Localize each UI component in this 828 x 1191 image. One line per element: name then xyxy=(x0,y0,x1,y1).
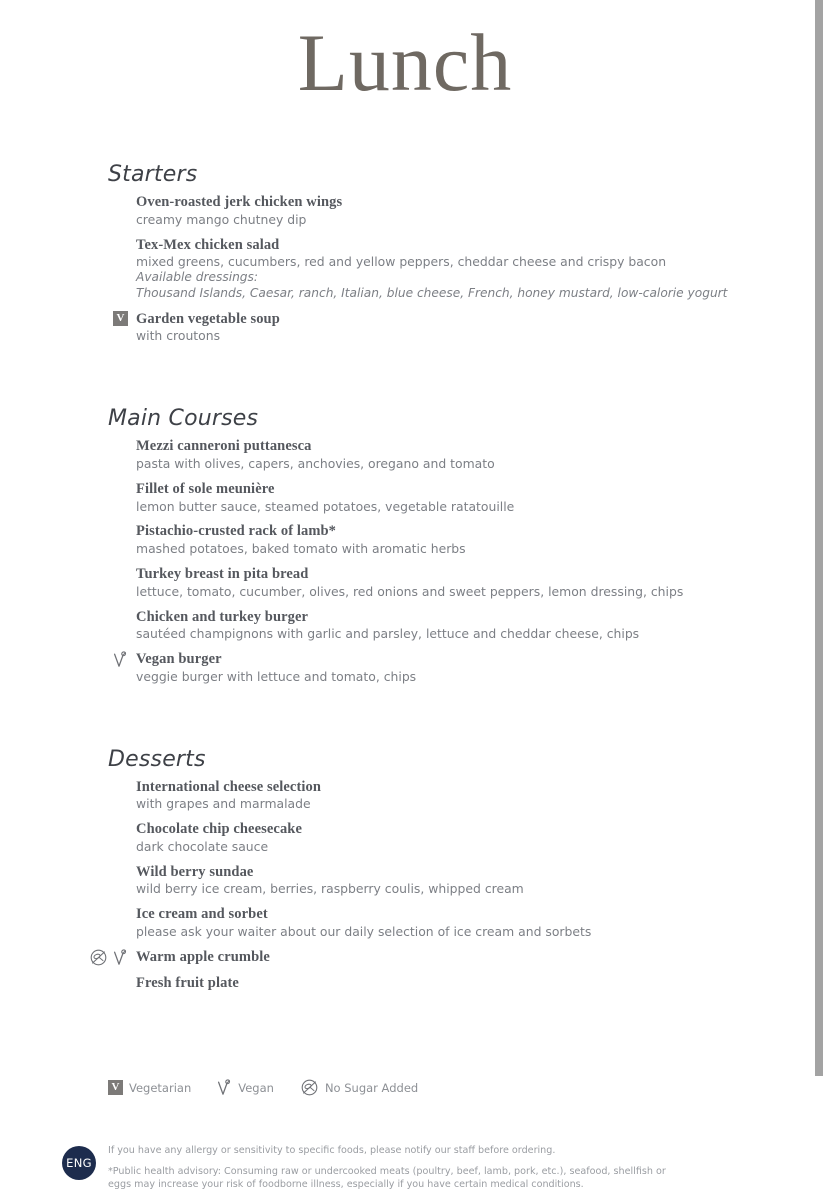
vegetarian-icon: V xyxy=(108,1080,123,1095)
menu-item xyxy=(0,523,810,557)
menu-item-description: veggie burger with lettuce and tomato, chips xyxy=(136,668,417,684)
menu-item-description: wild berry ice cream, berries, raspberry coulis, whipped cream xyxy=(136,881,524,897)
no-sugar-added-icon xyxy=(89,949,108,966)
menu-item-description: dark chocolate sauce xyxy=(136,838,269,854)
page-title: Lunch xyxy=(297,17,513,108)
menu-item-name: Fillet of sole meunière xyxy=(136,480,275,497)
legend-entry xyxy=(300,1079,418,1096)
vegan-icon xyxy=(113,949,128,966)
menu-section xyxy=(0,406,810,684)
menu-item xyxy=(0,906,810,940)
item-diet-icons xyxy=(0,651,132,669)
menu-item xyxy=(0,949,810,966)
item-diet-icons xyxy=(0,949,132,967)
menu-item xyxy=(0,864,810,898)
menu-item-description: mashed potatoes, baked tomato with aromatic herbs xyxy=(136,541,466,557)
menu-item-name: International cheese selection xyxy=(136,778,322,795)
menu-item-name: Vegan burger xyxy=(136,651,222,668)
menu-section xyxy=(0,162,810,344)
legend-label: Vegetarian xyxy=(129,1080,192,1095)
menu-item-description: mixed greens, cucumbers, red and yellow peppers, cheddar cheese and crispy bacon xyxy=(136,254,667,270)
menu-item-list xyxy=(0,194,810,344)
menu-item-description: lettuce, tomato, cucumber, olives, red onions and sweet peppers, lemon dressing, chips xyxy=(136,583,684,599)
footer xyxy=(0,1142,810,1191)
menu-item-name: Garden vegetable soup xyxy=(136,310,280,327)
menu-item-note-label: Available dressings: xyxy=(136,270,258,285)
menu-item-name: Oven-roasted jerk chicken wings xyxy=(136,194,343,210)
menu-item-name: Pistachio-crusted rack of lamb* xyxy=(136,523,337,540)
menu-item-name: Turkey breast in pita bread xyxy=(136,566,309,582)
menu-item xyxy=(0,779,810,813)
diet-legend xyxy=(108,1079,810,1096)
menu-item-name: Chocolate chip cheesecake xyxy=(136,821,302,838)
menu-item-description: pasta with olives, capers, anchovies, oregano and tomato xyxy=(136,456,495,472)
menu-item xyxy=(0,821,810,855)
vegan-icon xyxy=(217,1079,232,1096)
menu-item xyxy=(0,651,810,685)
menu-item xyxy=(0,609,810,643)
menu-item xyxy=(0,237,810,302)
menu-item-list xyxy=(0,438,810,684)
section-heading: Main Courses xyxy=(108,406,259,432)
legend-label: Vegan xyxy=(238,1080,274,1095)
menu-section xyxy=(0,747,810,992)
legend-label: No Sugar Added xyxy=(324,1080,419,1095)
menu-item-description: with croutons xyxy=(136,328,221,344)
item-diet-icons xyxy=(0,311,132,329)
legend-entry xyxy=(217,1079,274,1096)
language-badge[interactable]: ENG xyxy=(62,1146,96,1180)
menu-item xyxy=(0,975,810,992)
menu-item-description: sautéed champignons with garlic and parsley, lettuce and cheddar cheese, chips xyxy=(136,626,640,642)
footer-text xyxy=(108,1142,684,1191)
menu-item-description: lemon butter sauce, steamed potatoes, vegetable ratatouille xyxy=(136,498,515,514)
menu-item-name: Chicken and turkey burger xyxy=(136,608,309,625)
menu-item xyxy=(0,438,810,472)
menu-item xyxy=(0,481,810,515)
menu-item-list xyxy=(0,779,810,992)
menu-item xyxy=(0,194,810,228)
menu-item-name: Wild berry sundae xyxy=(136,863,254,880)
scrollbar-thumb[interactable] xyxy=(815,0,823,1076)
menu-item-name: Warm apple crumble xyxy=(136,948,270,965)
allergy-notice: If you have any allergy or sensitivity to specific foods, please notify our staff before ordering. xyxy=(108,1145,556,1157)
health-advisory: *Public health advisory: Consuming raw or undercooked meats (poultry, beef, lamb, pork, etc.), seafood, shellfish or eggs may increase your risk of foodborne illness, especially if you have certain medical conditions. xyxy=(108,1165,666,1191)
menu-item-name: Ice cream and sorbet xyxy=(136,906,268,923)
scrollbar-track[interactable] xyxy=(810,0,828,1128)
legend-entry xyxy=(108,1080,191,1095)
menu-item-note-options: Thousand Islands, Caesar, ranch, Italian, blue cheese, French, honey mustard, low-calorie yogurt xyxy=(136,285,728,300)
section-heading: Desserts xyxy=(108,746,206,772)
vegetarian-icon: V xyxy=(113,311,128,326)
menu-item-description: with grapes and marmalade xyxy=(136,796,311,812)
menu-item xyxy=(0,566,810,600)
menu-item-description: creamy mango chutney dip xyxy=(136,211,307,227)
no-sugar-added-icon xyxy=(300,1079,319,1096)
menu-item-name: Tex-Mex chicken salad xyxy=(136,236,280,253)
menu-item-name: Mezzi canneroni puttanesca xyxy=(136,438,312,455)
menu-item-description: please ask your waiter about our daily selection of ice cream and sorbets xyxy=(136,923,592,939)
vegan-icon xyxy=(113,651,128,668)
menu-sections xyxy=(0,162,810,991)
section-heading: Starters xyxy=(108,162,198,187)
menu-item xyxy=(0,311,810,345)
menu-item-name: Fresh fruit plate xyxy=(136,974,239,991)
